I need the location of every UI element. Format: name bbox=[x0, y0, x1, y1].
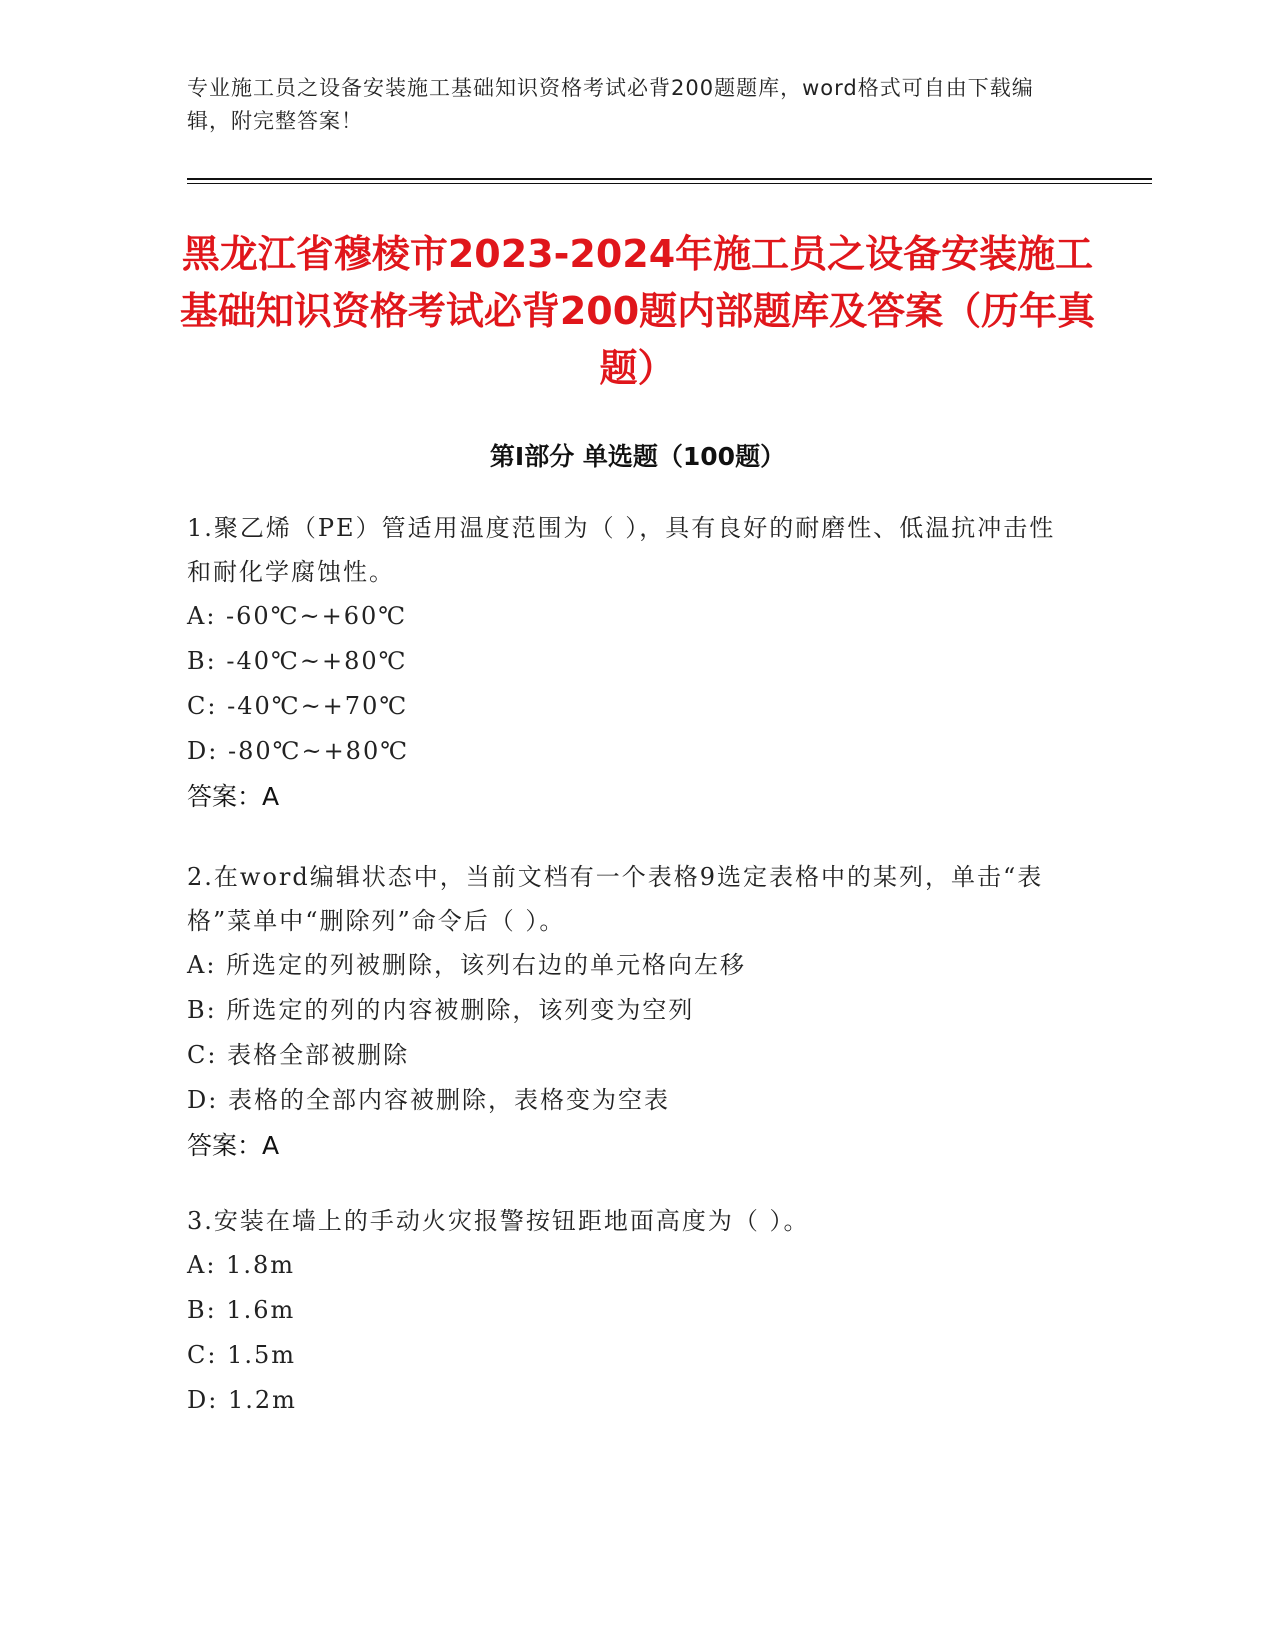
header-note: 专业施工员之设备安装施工基础知识资格考试必背200题题库，word格式可自由下载编辑，附完整答案！ bbox=[187, 76, 1034, 133]
question-stem: 2.在word编辑状态中，当前文档有一个表格9选定表格中的某列，单击“表格”菜单中“删除列”命令后（ ）。 bbox=[187, 863, 1044, 935]
option-c: C: 1.5m bbox=[187, 1341, 297, 1369]
option-d: D: 表格的全部内容被删除，表格变为空表 bbox=[187, 1086, 670, 1114]
option-a: A: -60℃~+60℃ bbox=[187, 602, 408, 630]
question-2 bbox=[187, 855, 1067, 1168]
question-stem: 3.安装在墙上的手动火灾报警按钮距地面高度为（ ）。 bbox=[187, 1207, 810, 1235]
answer: 答案：A bbox=[187, 782, 280, 811]
option-b: B: -40℃~+80℃ bbox=[187, 647, 408, 675]
header-rule bbox=[187, 178, 1152, 180]
header-rule-thin bbox=[187, 183, 1152, 184]
document-title: 黑龙江省穆棱市2023-2024年施工员之设备安装施工基础知识资格考试必背200题内部题库及答案（历年真题） bbox=[179, 232, 1096, 390]
option-b: B: 所选定的列的内容被删除，该列变为空列 bbox=[187, 996, 695, 1024]
option-c: C: -40℃~+70℃ bbox=[187, 692, 409, 720]
option-b: B: 1.6m bbox=[187, 1296, 296, 1324]
option-d: D: 1.2m bbox=[187, 1386, 297, 1414]
option-a: A: 所选定的列被删除，该列右边的单元格向左移 bbox=[187, 951, 747, 979]
option-a: A: 1.8m bbox=[187, 1251, 295, 1279]
question-stem: 1.聚乙烯（PE）管适用温度范围为（ ），具有良好的耐磨性、低温抗冲击性和耐化学腐蚀性。 bbox=[187, 514, 1056, 586]
question-1 bbox=[187, 506, 1067, 819]
section-heading: 第Ⅰ部分 单选题（100题） bbox=[489, 442, 786, 471]
option-c: C: 表格全部被删除 bbox=[187, 1041, 410, 1069]
question-3 bbox=[187, 1199, 1067, 1423]
option-d: D: -80℃~+80℃ bbox=[187, 737, 410, 765]
answer: 答案：A bbox=[187, 1131, 280, 1160]
